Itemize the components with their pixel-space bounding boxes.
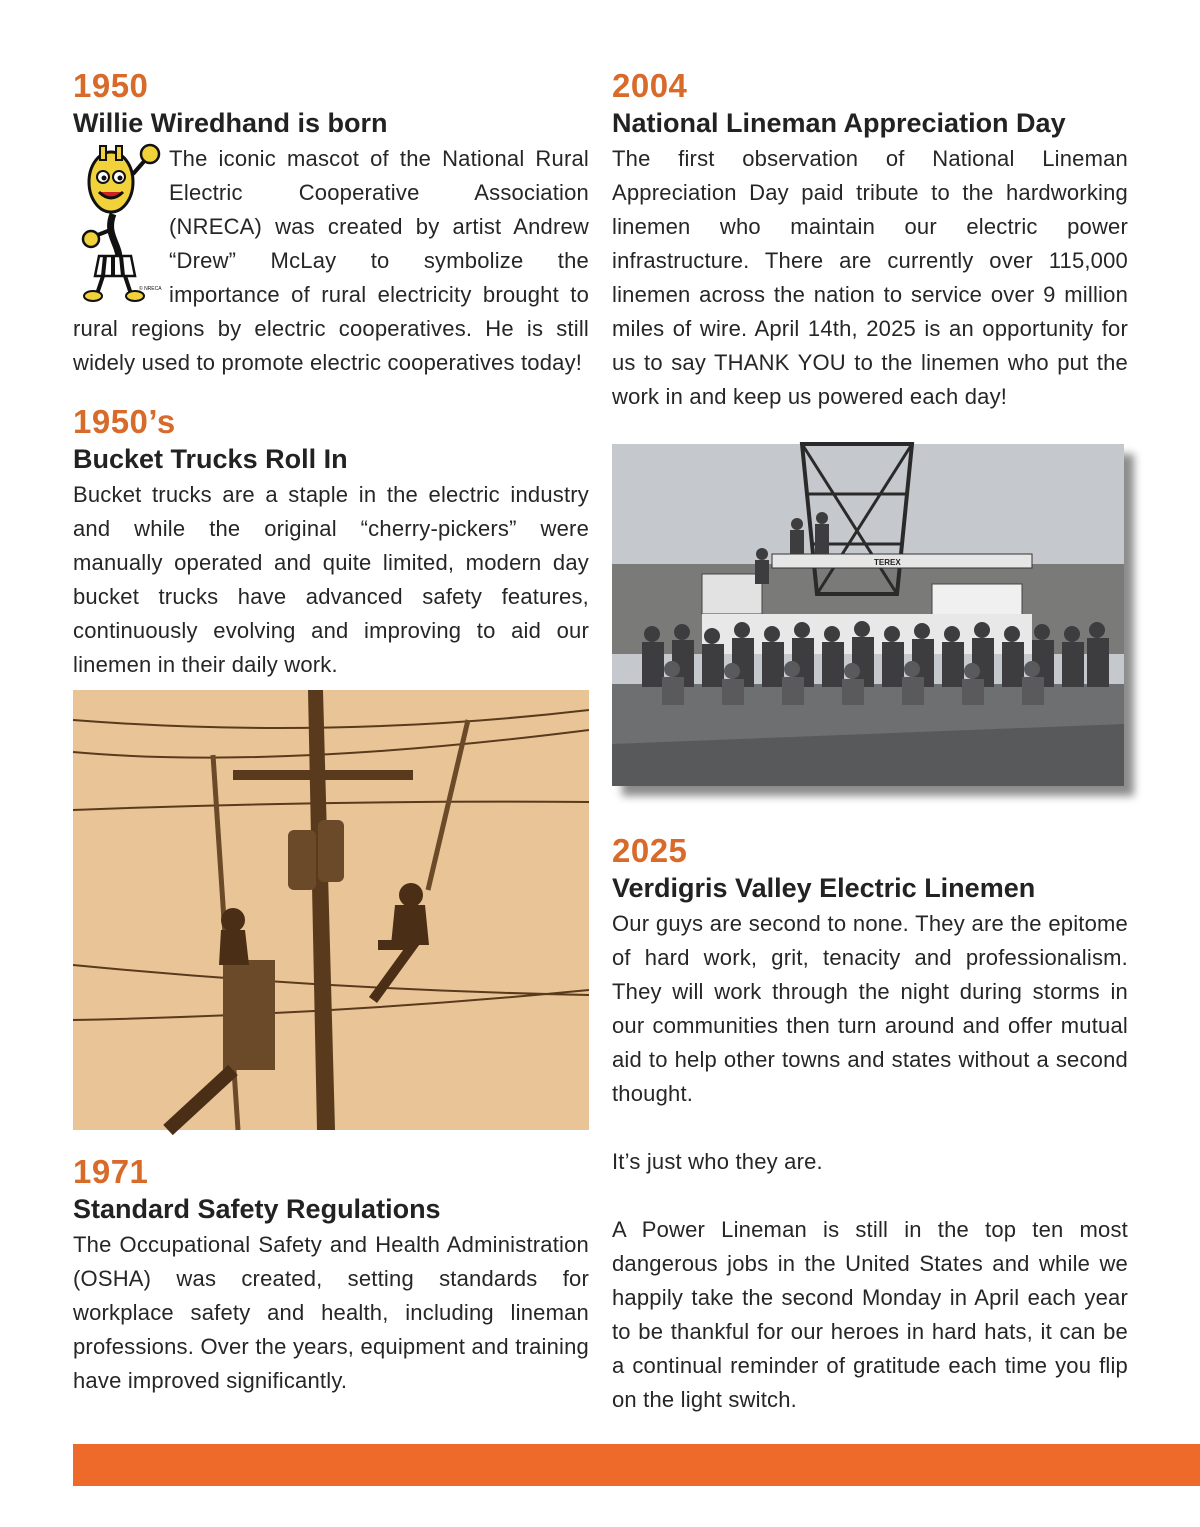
year-1971: 1971 — [73, 1153, 149, 1190]
truck-brand-label: TEREX — [874, 558, 901, 567]
willie-wiredhand-mascot-image — [73, 144, 162, 304]
body-2025-paragraph-3: A Power Lineman is still in the top ten most dangerous jobs in the United States and while we happily take the second Monday in April each year to be thankful for our heroes in hard hats, it can be a continual reminder of gratitude each time you flip on the light switch. — [612, 1217, 1128, 1412]
linemen-on-pole-photo — [73, 690, 589, 1130]
body-1950: The iconic mascot of the National Rural Electric Cooperative Association (NRECA) was created by artist Andrew “Drew” McLay to symbolize the importance of rural electricity brought to rural regions by electric cooperatives. He is still widely used to promote electric cooperatives today! — [73, 146, 589, 375]
year-2004: 2004 — [612, 67, 688, 104]
section-1950 — [73, 66, 589, 380]
body-1971: The Occupational Safety and Health Administration (OSHA) was created, setting standards for workplace safety and health, including lineman professions. Over the years, equipment and training have improved significantly. — [73, 1232, 589, 1393]
heading-willie-wiredhand: Willie Wiredhand is born — [73, 108, 388, 138]
year-2025: 2025 — [612, 832, 688, 869]
footer-accent-bar — [73, 1444, 1200, 1486]
body-2025-paragraph-2: It’s just who they are. — [612, 1149, 823, 1174]
year-1950: 1950 — [73, 67, 149, 104]
heading-bucket-trucks: Bucket Trucks Roll In — [73, 444, 348, 474]
body-2025-paragraph-1: Our guys are second to none. They are the epitome of hard work, grit, tenacity and professionalism. They will work through the night during storms in our communities then turn around and offer mutual aid to help other towns and states without a second thought. — [612, 911, 1128, 1106]
heading-lineman-appreciation-day: National Lineman Appreciation Day — [612, 108, 1066, 138]
body-2004: The first observation of National Lineman Appreciation Day paid tribute to the hardworking linemen who maintain our electric power infrastructure. There are currently over 115,000 linemen across the nation to service over 9 million miles of wire. April 14th, 2025 is an opportunity for us to say THANK YOU to the linemen who put the work in and keep us powered each day! — [612, 146, 1128, 409]
linemen-group-photo — [612, 444, 1124, 786]
section-2004 — [612, 66, 1128, 414]
mascot-copyright-mark: © NRECA — [139, 286, 162, 292]
year-1950s: 1950’s — [73, 403, 176, 440]
section-2025 — [612, 831, 1128, 1417]
heading-safety-regulations: Standard Safety Regulations — [73, 1194, 441, 1224]
right-column — [612, 66, 1128, 1439]
section-1950s — [73, 402, 589, 1130]
body-1950s: Bucket trucks are a staple in the electric industry and while the original “cherry-pickers” were manually operated and quite limited, modern day bucket trucks have advanced safety features, continuously evolving and improving to aid our linemen in their daily work. — [73, 482, 589, 677]
heading-verdigris-valley-linemen: Verdigris Valley Electric Linemen — [612, 873, 1036, 903]
section-1971 — [73, 1152, 589, 1398]
left-column — [73, 66, 589, 1420]
